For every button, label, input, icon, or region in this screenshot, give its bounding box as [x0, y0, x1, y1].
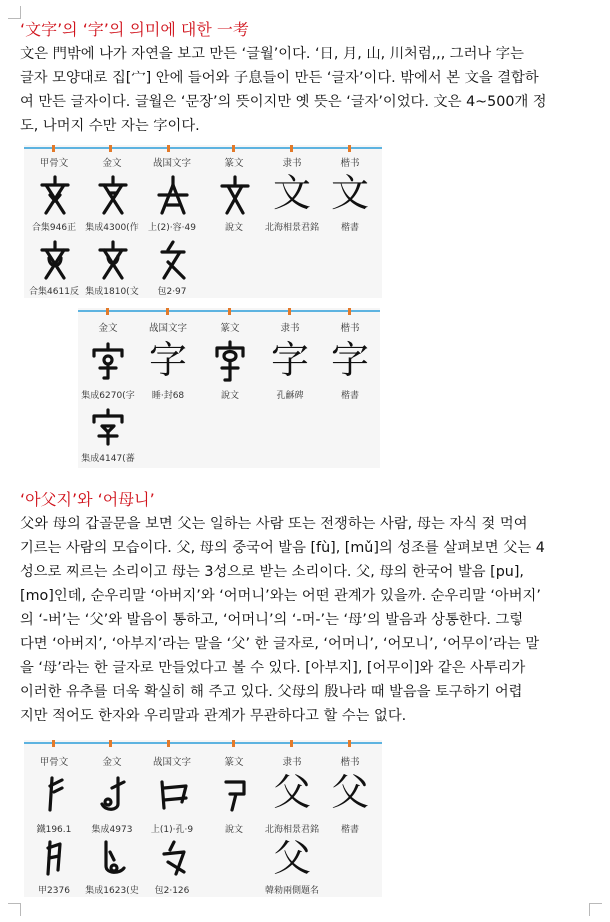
glyph-source-caption: 集成4300(作 — [85, 223, 139, 233]
panel-column-tick — [109, 145, 112, 152]
chu-slip-wen-glyph — [156, 240, 190, 280]
oracle-bone-fu-variant-glyph — [40, 838, 70, 878]
panel-column-tick — [290, 145, 293, 152]
glyph-source-caption: 集成1623(史 — [85, 886, 139, 896]
panel-column-tick — [109, 740, 112, 747]
paragraph-line: 여 만든 글자이다. 글월은 ‘문장’의 뜻이지만 옛 뜻은 ‘글자’이었다. 文은 4~500개 정 — [20, 94, 547, 110]
glyph-source-caption: 睡·封68 — [151, 391, 185, 401]
paragraph-fumo — [20, 512, 592, 728]
paragraph-line: 도, 나머지 수만 자는 字이다. — [20, 118, 200, 134]
regular-fu-glyph: 父 — [330, 770, 369, 814]
column-label: 篆文 — [224, 757, 244, 768]
glyph-source-caption: 甲2376 — [38, 886, 70, 896]
column-label: 战国文字 — [152, 757, 191, 768]
glyph-source-caption: 集成6270(字 — [81, 391, 135, 401]
panel-column-tick — [288, 308, 291, 315]
clerical-fu-variant-glyph: 父 — [272, 836, 311, 880]
glyph-source-caption: 孔龢碑 — [276, 391, 304, 401]
column-label: 楷书 — [340, 158, 360, 169]
glyph-source-caption: 北海相景君銘 — [264, 825, 319, 835]
warring-states-zi-glyph: 字 — [148, 338, 187, 382]
column-label: 篆文 — [220, 323, 240, 334]
glyph-source-caption: 合集946正 — [31, 223, 77, 233]
bronze-zi-glyph — [90, 342, 126, 382]
bronze-wen-glyph — [96, 175, 130, 215]
column-label: 甲骨文 — [39, 757, 69, 768]
paragraph-line: 성으로 찌르는 소리이고 母는 3성으로 받는 소리이다. 父, 母의 한국어 발음 [pu], — [20, 564, 524, 580]
panel-column-tick — [348, 145, 351, 152]
glyph-source-caption: 包2·126 — [154, 886, 190, 896]
paragraph-line: 文은 門밖에 나가 자연을 보고 만든 ‘글월’이다. ‘日, 月, 山, 川처럼,,, 그러나 字는 — [20, 46, 524, 62]
glyph-source-caption: 說文 — [220, 391, 239, 401]
oracle-bone-wen-glyph — [38, 175, 72, 215]
oracle-bone-fu-glyph — [40, 774, 70, 814]
column-label: 甲骨文 — [39, 158, 69, 169]
panel-column-tick — [52, 145, 55, 152]
paragraph-line: 지만 적어도 한자와 우리말과 관계가 무관하다고 할 수는 없다. — [20, 708, 407, 724]
glyph-source-caption: 鐵196.1 — [36, 825, 72, 835]
glyph-source-caption: 說文 — [224, 223, 243, 233]
warring-states-fu-glyph — [156, 774, 192, 814]
panel-column-tick — [232, 740, 235, 747]
character-evolution-panel-wen — [24, 145, 382, 298]
panel-top-rule — [24, 147, 382, 149]
column-label: 金文 — [98, 323, 118, 334]
seal-script-fu-glyph — [218, 774, 252, 814]
paragraph-line: 이러한 유추를 더욱 확실히 해 주고 있다. 父母의 殷나라 때 발음을 토구하기 어렵 — [20, 684, 523, 700]
seal-script-zi-glyph — [212, 340, 248, 384]
paragraph-wenzi — [20, 42, 592, 138]
crop-mark-bottom-left — [8, 903, 21, 916]
panel-column-tick — [52, 740, 55, 747]
glyph-source-caption: 集成4147(蕃 — [81, 454, 135, 464]
warring-states-wen-glyph — [156, 175, 190, 215]
bronze-zi-variant-glyph — [90, 408, 126, 448]
glyph-source-caption: 楷書 — [340, 223, 359, 233]
seal-script-wen-glyph — [218, 175, 252, 215]
clerical-wen-glyph: 文 — [272, 171, 311, 215]
crop-mark-bottom-right — [589, 903, 602, 916]
glyph-source-caption: 合集4611反 — [29, 287, 79, 297]
section-heading-wenzi: ‘文字’의 ‘字’의 의미에 대한 一考 — [20, 20, 249, 39]
panel-column-tick — [228, 308, 231, 315]
bronze-wen-variant-glyph — [96, 240, 130, 280]
character-evolution-panel-fu — [24, 740, 382, 897]
clerical-fu-glyph: 父 — [272, 770, 311, 814]
regular-wen-glyph: 文 — [330, 171, 369, 215]
glyph-source-caption: 北海相景君銘 — [264, 223, 319, 233]
panel-column-tick — [232, 145, 235, 152]
column-label: 战国文字 — [148, 323, 187, 334]
panel-column-tick — [348, 740, 351, 747]
bronze-fu-glyph — [96, 774, 130, 814]
panel-column-tick — [167, 145, 170, 152]
panel-top-rule — [24, 742, 382, 744]
column-label: 楷书 — [340, 757, 360, 768]
column-label: 楷书 — [340, 323, 360, 334]
glyph-source-caption: 上(2)·容·49 — [148, 223, 196, 233]
glyph-source-caption: 包2·97 — [157, 287, 187, 297]
panel-column-tick — [167, 740, 170, 747]
column-label: 篆文 — [224, 158, 244, 169]
paragraph-line: 기르는 사람의 모습이다. 父, 母의 중국어 발음 [fù], [mǔ]의 성조를 살펴보면 父는 4 — [20, 540, 545, 556]
section-heading-fumo: ‘아父지’와 ‘어母니’ — [20, 490, 155, 509]
panel-column-tick — [348, 308, 351, 315]
glyph-source-caption: 說文 — [224, 825, 243, 835]
column-label: 金文 — [102, 158, 122, 169]
glyph-source-caption: 集成1810(文 — [85, 287, 139, 297]
paragraph-line: 글자 모양대로 집[宀] 안에 들어와 子息들이 만든 ‘글자’이다. 밖에서 본 文을 결합하 — [20, 70, 539, 86]
column-label: 隶书 — [282, 757, 302, 768]
column-label: 战国文字 — [152, 158, 191, 169]
glyph-source-caption: 楷書 — [340, 391, 359, 401]
glyph-source-caption: 上(1)·孔·9 — [150, 825, 194, 835]
paragraph-line: 다면 ‘아버지’, ‘아부지’라는 말을 ‘父’ 한 글자로, ‘어머니’, ‘어모니’, ‘어무이’라는 말 — [20, 636, 540, 652]
paragraph-line: 을 ‘母’라는 한 글자로 만들었다고 볼 수 있다. [아부지], [어무이]와 같은 사투리가 — [20, 660, 526, 676]
panel-column-tick — [166, 308, 169, 315]
glyph-source-caption: 韓勑兩側題名 — [264, 886, 319, 896]
column-label: 隶书 — [282, 158, 302, 169]
panel-column-tick — [290, 740, 293, 747]
paragraph-line: [mo]인데, 순우리말 ‘아버지’와 ‘어머니’와는 어떤 관계가 있을까. 순우리말 ‘아버지’ — [20, 588, 541, 604]
paragraph-line: 父와 母의 갑골문을 보면 父는 일하는 사람 또는 전쟁하는 사람, 母는 자식 젖 먹여 — [20, 516, 528, 532]
column-label: 隶书 — [280, 323, 300, 334]
regular-zi-glyph: 字 — [330, 338, 369, 382]
character-evolution-panel-zi — [78, 308, 380, 468]
column-label: 金文 — [102, 757, 122, 768]
glyph-source-caption: 楷書 — [340, 825, 359, 835]
bronze-fu-variant-glyph — [96, 838, 130, 878]
chu-slip-fu-glyph — [156, 838, 192, 878]
glyph-source-caption: 集成4973 — [91, 825, 133, 835]
panel-column-tick — [106, 308, 109, 315]
oracle-bone-wen-variant-glyph — [38, 240, 72, 280]
paragraph-line: 의 ‘-버’는 ‘父’와 발음이 통하고, ‘어머니’의 ‘-머-’는 ‘母’의 발음과 상통한다. 그렇 — [20, 612, 524, 628]
clerical-zi-glyph: 字 — [270, 338, 309, 382]
